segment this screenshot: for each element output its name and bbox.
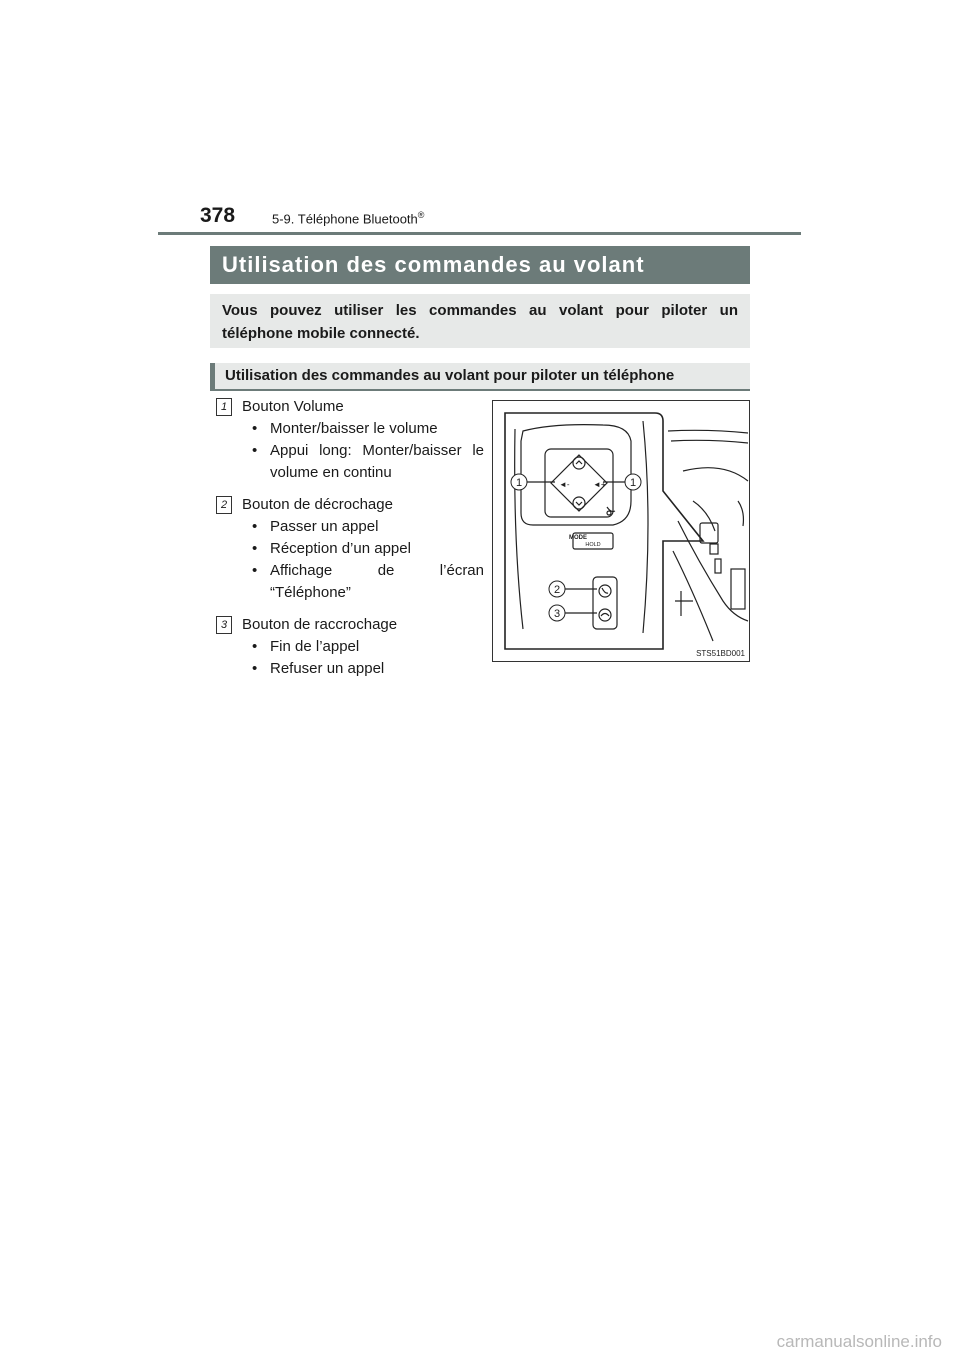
- list-item: [214, 614, 484, 680]
- item-list: [214, 396, 484, 690]
- bullet-item: • Passer un appel: [260, 516, 484, 538]
- item-number-badge: 3: [216, 616, 232, 634]
- item-number-badge: 2: [216, 496, 232, 514]
- registered-mark: ®: [417, 210, 425, 220]
- list-item: [214, 396, 484, 484]
- intro-box: Vous pouvez utiliser les commandes au volant pour piloter un téléphone mobile connecté.: [210, 294, 750, 348]
- callout-1-right: 1: [629, 477, 637, 489]
- bullet-item: • Réception d’un appel: [260, 538, 484, 560]
- hold-label: HOLD: [585, 542, 601, 548]
- bullet-list: [242, 516, 484, 604]
- bullet-list: [242, 418, 484, 484]
- figure-code: STS51BD001: [696, 649, 745, 658]
- callout-3: 3: [553, 608, 561, 620]
- svg-text:◄+: ◄+: [593, 480, 606, 489]
- bullet-list: [242, 636, 484, 680]
- item-title: Bouton de décrochage: [242, 496, 393, 513]
- mode-label: MODE: [569, 535, 587, 541]
- item-title: Bouton de raccrochage: [242, 616, 398, 633]
- bullet-item: • Appui long: Monter/baisser le volume en continu: [260, 440, 484, 484]
- page-title: Utilisation des commandes au volant: [210, 246, 750, 284]
- subheading: Utilisation des commandes au volant pour piloter un téléphone: [210, 363, 750, 391]
- section-title: 5-9. Téléphone Bluetooth®: [272, 210, 425, 227]
- watermark: carmanualsonline.info: [776, 1332, 942, 1351]
- steering-switch-illustration: [492, 400, 750, 662]
- page-number: 378: [200, 204, 236, 227]
- item-number-badge: 1: [216, 398, 232, 416]
- bullet-item: • Affichage de l’écran “Téléphone”: [260, 560, 484, 604]
- callout-2: 2: [553, 584, 561, 596]
- svg-text:◄-: ◄-: [559, 480, 570, 489]
- steering-switch-drawing: [493, 401, 749, 661]
- header-rule: [158, 232, 801, 235]
- bullet-item: • Refuser un appel: [260, 658, 484, 680]
- list-item: [214, 494, 484, 604]
- item-title: Bouton Volume: [242, 398, 344, 415]
- bullet-item: • Fin de l’appel: [260, 636, 484, 658]
- bullet-item: • Monter/baisser le volume: [260, 418, 484, 440]
- callout-1-left: 1: [515, 477, 523, 489]
